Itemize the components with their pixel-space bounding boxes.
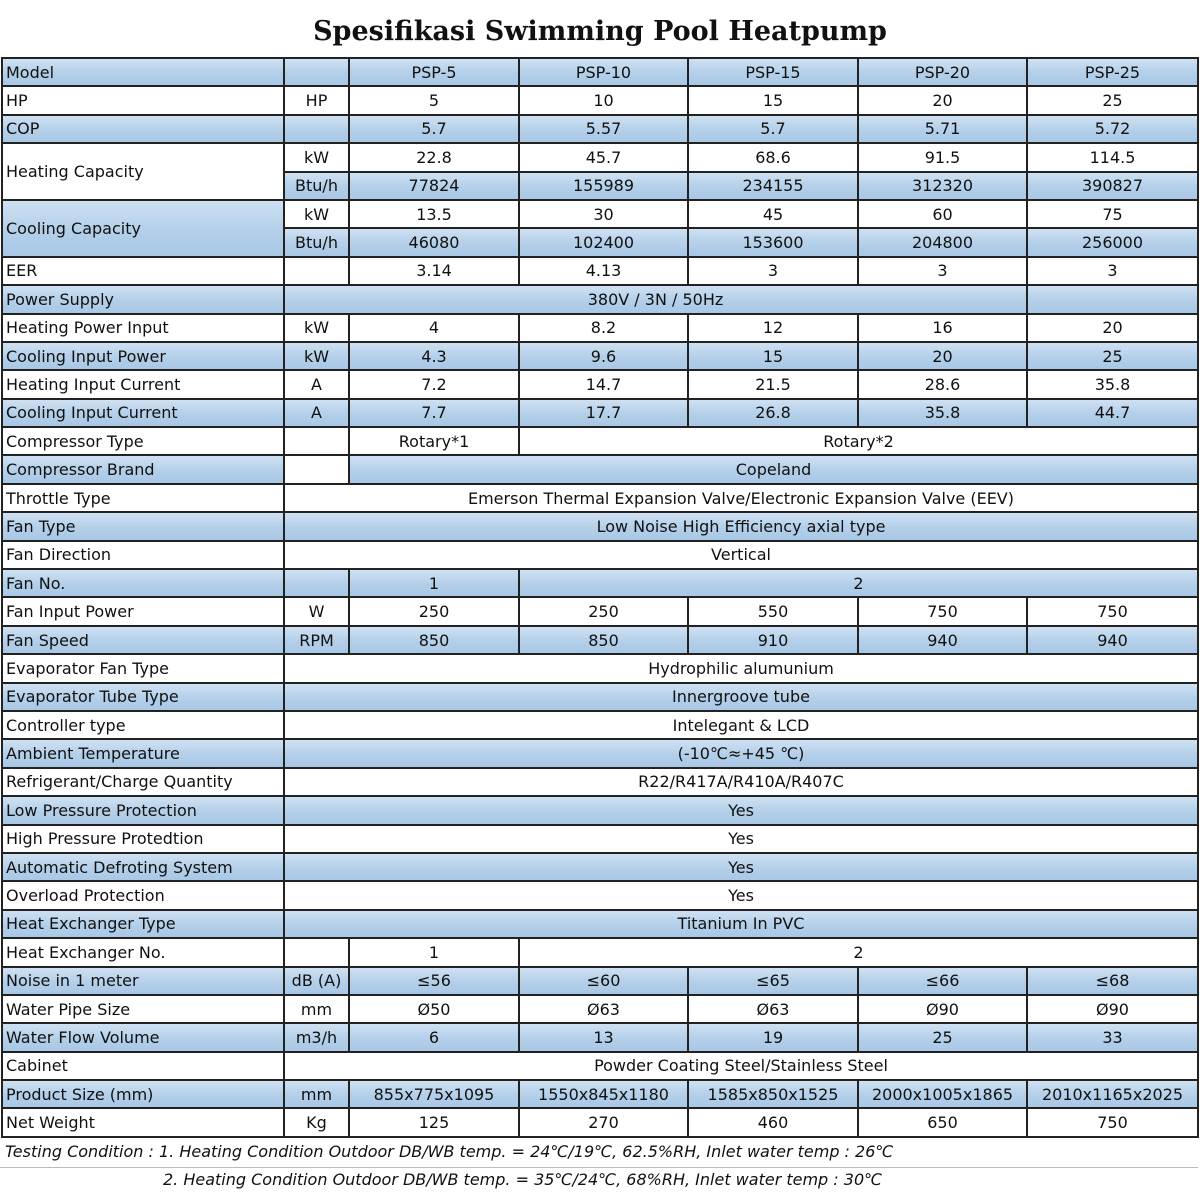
table-cell: RPM <box>284 626 349 654</box>
table-cell: Yes <box>284 853 1198 881</box>
table-cell: 45 <box>688 200 858 228</box>
table-cell: Hydrophilic alumunium <box>284 654 1198 682</box>
table-row <box>2 399 1198 427</box>
table-cell: kW <box>284 314 349 342</box>
table-cell: 35.8 <box>858 399 1027 427</box>
table-cell: Yes <box>284 881 1198 909</box>
table-cell <box>284 115 349 143</box>
row-label: Cooling Input Power <box>2 342 284 370</box>
table-cell: 1550x845x1180 <box>519 1080 688 1108</box>
row-label: EER <box>2 257 284 285</box>
table-row <box>2 910 1198 938</box>
row-label: Compressor Brand <box>2 455 284 483</box>
table-cell: 13.5 <box>349 200 519 228</box>
table-cell: Emerson Thermal Expansion Valve/Electronic Expansion Valve (EEV) <box>284 484 1198 512</box>
table-row <box>2 881 1198 909</box>
row-label: Heat Exchanger Type <box>2 910 284 938</box>
table-cell: 855x775x1095 <box>349 1080 519 1108</box>
table-cell: Rotary*1 <box>349 427 519 455</box>
table-cell: 6 <box>349 1023 519 1051</box>
table-cell: 4.13 <box>519 257 688 285</box>
table-cell: (-10℃≈+45 ℃) <box>284 739 1198 767</box>
table-row <box>2 370 1198 398</box>
table-cell: Low Noise High Efficiency axial type <box>284 512 1198 540</box>
table-cell: 250 <box>349 597 519 625</box>
table-row <box>2 1023 1198 1051</box>
table-cell: 5.7 <box>349 115 519 143</box>
row-label: Water Flow Volume <box>2 1023 284 1051</box>
table-cell: 750 <box>1027 1108 1198 1136</box>
table-cell: Ø63 <box>519 995 688 1023</box>
table-cell: 12 <box>688 314 858 342</box>
table-cell <box>1027 285 1198 313</box>
table-cell <box>284 58 349 86</box>
table-cell: 940 <box>858 626 1027 654</box>
table-cell: ≤66 <box>858 967 1027 995</box>
table-cell: 114.5 <box>1027 143 1198 171</box>
table-cell: 850 <box>349 626 519 654</box>
table-cell: 20 <box>858 342 1027 370</box>
table-cell: R22/R417A/R410A/R407C <box>284 768 1198 796</box>
table-cell: 234155 <box>688 172 858 200</box>
table-cell: kW <box>284 342 349 370</box>
table-cell: PSP-25 <box>1027 58 1198 86</box>
table-cell: 4 <box>349 314 519 342</box>
table-row <box>2 342 1198 370</box>
table-row <box>2 257 1198 285</box>
table-cell: Ø90 <box>1027 995 1198 1023</box>
table-cell: 5 <box>349 86 519 114</box>
table-cell: 15 <box>688 86 858 114</box>
table-cell: 35.8 <box>1027 370 1198 398</box>
row-label: Low Pressure Protection <box>2 796 284 824</box>
table-cell: 45.7 <box>519 143 688 171</box>
table-cell: Btu/h <box>284 228 349 256</box>
table-row <box>2 626 1198 654</box>
table-cell: 750 <box>858 597 1027 625</box>
table-cell: 30 <box>519 200 688 228</box>
table-cell: 250 <box>519 597 688 625</box>
table-cell: 26.8 <box>688 399 858 427</box>
table-row <box>2 200 1198 228</box>
table-cell: 1 <box>349 569 519 597</box>
table-row <box>2 825 1198 853</box>
table-cell: Vertical <box>284 541 1198 569</box>
row-label: COP <box>2 115 284 143</box>
table-cell: 17.7 <box>519 399 688 427</box>
table-cell: 153600 <box>688 228 858 256</box>
table-cell: HP <box>284 86 349 114</box>
row-label: Fan Type <box>2 512 284 540</box>
table-cell: 10 <box>519 86 688 114</box>
table-row <box>2 1108 1198 1136</box>
table-row <box>2 938 1198 966</box>
table-cell <box>284 938 349 966</box>
table-cell: Btu/h <box>284 172 349 200</box>
table-cell: 46080 <box>349 228 519 256</box>
table-cell: 5.71 <box>858 115 1027 143</box>
table-row <box>2 1052 1198 1080</box>
table-cell <box>284 427 349 455</box>
table-cell: 460 <box>688 1108 858 1136</box>
table-cell: mm <box>284 1080 349 1108</box>
table-row <box>2 967 1198 995</box>
table-cell: A <box>284 370 349 398</box>
table-row <box>2 853 1198 881</box>
testing-condition-1: Testing Condition : 1. Heating Condition Outdoor DB/WB temp. = 24℃/19℃, 62.5%RH, Inlet water temp : 26℃ <box>5 1142 894 1161</box>
table-cell: W <box>284 597 349 625</box>
table-cell: Ø63 <box>688 995 858 1023</box>
table-cell: 25 <box>1027 342 1198 370</box>
table-cell: 14.7 <box>519 370 688 398</box>
page-title: Spesifikasi Swimming Pool Heatpump <box>313 16 887 47</box>
row-label: Net Weight <box>2 1108 284 1136</box>
table-cell: 28.6 <box>858 370 1027 398</box>
notes-divider <box>0 1167 1198 1168</box>
row-label: Fan Speed <box>2 626 284 654</box>
table-row <box>2 143 1198 171</box>
table-cell: 3.14 <box>349 257 519 285</box>
table-row <box>2 683 1198 711</box>
row-label: Model <box>2 58 284 86</box>
table-cell: 33 <box>1027 1023 1198 1051</box>
table-row <box>2 597 1198 625</box>
table-cell: 22.8 <box>349 143 519 171</box>
spec-table <box>1 57 1199 1138</box>
row-label: Water Pipe Size <box>2 995 284 1023</box>
table-row <box>2 796 1198 824</box>
table-cell: 16 <box>858 314 1027 342</box>
table-cell: 256000 <box>1027 228 1198 256</box>
row-label: Throttle Type <box>2 484 284 512</box>
table-cell: 8.2 <box>519 314 688 342</box>
table-cell: m3/h <box>284 1023 349 1051</box>
table-row <box>2 1080 1198 1108</box>
row-label: Ambient Temperature <box>2 739 284 767</box>
table-cell: PSP-15 <box>688 58 858 86</box>
table-cell: ≤56 <box>349 967 519 995</box>
table-cell: 3 <box>688 257 858 285</box>
table-cell: 204800 <box>858 228 1027 256</box>
table-cell: 380V / 3N / 50Hz <box>284 285 1027 313</box>
table-cell: 44.7 <box>1027 399 1198 427</box>
row-label: Cooling Capacity <box>2 200 284 257</box>
row-label: Controller type <box>2 711 284 739</box>
table-row <box>2 314 1198 342</box>
table-cell: 910 <box>688 626 858 654</box>
spec-table-body <box>2 58 1198 1137</box>
row-label: Product Size (mm) <box>2 1080 284 1108</box>
table-cell: 312320 <box>858 172 1027 200</box>
table-cell: 91.5 <box>858 143 1027 171</box>
table-cell <box>284 455 349 483</box>
row-label: Fan Direction <box>2 541 284 569</box>
table-cell: Ø90 <box>858 995 1027 1023</box>
table-cell: 1585x850x1525 <box>688 1080 858 1108</box>
table-cell: Yes <box>284 825 1198 853</box>
table-cell: 2000x1005x1865 <box>858 1080 1027 1108</box>
table-cell: Ø50 <box>349 995 519 1023</box>
table-cell: 5.57 <box>519 115 688 143</box>
table-cell: 20 <box>1027 314 1198 342</box>
table-cell: 2010x1165x2025 <box>1027 1080 1198 1108</box>
table-cell <box>284 257 349 285</box>
table-cell: kW <box>284 143 349 171</box>
table-cell: 7.2 <box>349 370 519 398</box>
table-cell: 19 <box>688 1023 858 1051</box>
table-cell: 850 <box>519 626 688 654</box>
table-cell: Intelegant & LCD <box>284 711 1198 739</box>
table-cell: 25 <box>858 1023 1027 1051</box>
table-row <box>2 86 1198 114</box>
table-cell: ≤60 <box>519 967 688 995</box>
row-label: Heating Input Current <box>2 370 284 398</box>
table-cell: 5.7 <box>688 115 858 143</box>
table-cell: 3 <box>1027 257 1198 285</box>
row-label: Automatic Defroting System <box>2 853 284 881</box>
row-label: High Pressure Protedtion <box>2 825 284 853</box>
table-cell: Powder Coating Steel/Stainless Steel <box>284 1052 1198 1080</box>
table-cell: 102400 <box>519 228 688 256</box>
table-cell: 125 <box>349 1108 519 1136</box>
table-cell: 15 <box>688 342 858 370</box>
table-cell: A <box>284 399 349 427</box>
table-cell: 550 <box>688 597 858 625</box>
table-cell: 77824 <box>349 172 519 200</box>
table-cell: 13 <box>519 1023 688 1051</box>
table-cell: PSP-5 <box>349 58 519 86</box>
table-row <box>2 484 1198 512</box>
testing-condition-2: 2. Heating Condition Outdoor DB/WB temp. = 35℃/24℃, 68%RH, Inlet water temp : 30℃ <box>163 1170 883 1189</box>
table-cell: 3 <box>858 257 1027 285</box>
row-label: HP <box>2 86 284 114</box>
table-cell: 60 <box>858 200 1027 228</box>
row-label: Compressor Type <box>2 427 284 455</box>
table-cell: 1 <box>349 938 519 966</box>
table-cell: 25 <box>1027 86 1198 114</box>
row-label: Heating Capacity <box>2 143 284 200</box>
table-row <box>2 739 1198 767</box>
table-row <box>2 427 1198 455</box>
table-cell: PSP-20 <box>858 58 1027 86</box>
table-cell: 940 <box>1027 626 1198 654</box>
row-label: Evaporator Fan Type <box>2 654 284 682</box>
table-row <box>2 512 1198 540</box>
table-cell: 68.6 <box>688 143 858 171</box>
table-cell: 650 <box>858 1108 1027 1136</box>
table-cell <box>284 569 349 597</box>
table-cell: 20 <box>858 86 1027 114</box>
row-label: Overload Protection <box>2 881 284 909</box>
table-cell: Kg <box>284 1108 349 1136</box>
table-row <box>2 58 1198 86</box>
row-label: Cooling Input Current <box>2 399 284 427</box>
table-cell: 7.7 <box>349 399 519 427</box>
row-label: Heating Power Input <box>2 314 284 342</box>
row-label: Heat Exchanger No. <box>2 938 284 966</box>
table-cell: 750 <box>1027 597 1198 625</box>
table-cell: 9.6 <box>519 342 688 370</box>
table-cell: 5.72 <box>1027 115 1198 143</box>
row-label: Cabinet <box>2 1052 284 1080</box>
table-cell: Innergroove tube <box>284 683 1198 711</box>
table-cell: mm <box>284 995 349 1023</box>
row-label: Evaporator Tube Type <box>2 683 284 711</box>
table-row <box>2 654 1198 682</box>
table-cell: Yes <box>284 796 1198 824</box>
table-cell: 75 <box>1027 200 1198 228</box>
table-cell: 155989 <box>519 172 688 200</box>
table-cell: 4.3 <box>349 342 519 370</box>
table-row <box>2 285 1198 313</box>
row-label: Fan Input Power <box>2 597 284 625</box>
row-label: Refrigerant/Charge Quantity <box>2 768 284 796</box>
row-label: Power Supply <box>2 285 284 313</box>
table-cell: Titanium In PVC <box>284 910 1198 938</box>
table-cell: ≤65 <box>688 967 858 995</box>
table-cell: 2 <box>519 938 1198 966</box>
table-cell: PSP-10 <box>519 58 688 86</box>
table-cell: dB (A) <box>284 967 349 995</box>
table-cell: 2 <box>519 569 1198 597</box>
table-cell: ≤68 <box>1027 967 1198 995</box>
table-row <box>2 995 1198 1023</box>
table-cell: 390827 <box>1027 172 1198 200</box>
row-label: Noise in 1 meter <box>2 967 284 995</box>
table-cell: 270 <box>519 1108 688 1136</box>
table-cell: Rotary*2 <box>519 427 1198 455</box>
table-row <box>2 711 1198 739</box>
table-cell: kW <box>284 200 349 228</box>
table-cell: Copeland <box>349 455 1198 483</box>
table-row <box>2 768 1198 796</box>
table-row <box>2 115 1198 143</box>
table-row <box>2 569 1198 597</box>
row-label: Fan No. <box>2 569 284 597</box>
table-row <box>2 541 1198 569</box>
table-cell: 21.5 <box>688 370 858 398</box>
table-row <box>2 455 1198 483</box>
